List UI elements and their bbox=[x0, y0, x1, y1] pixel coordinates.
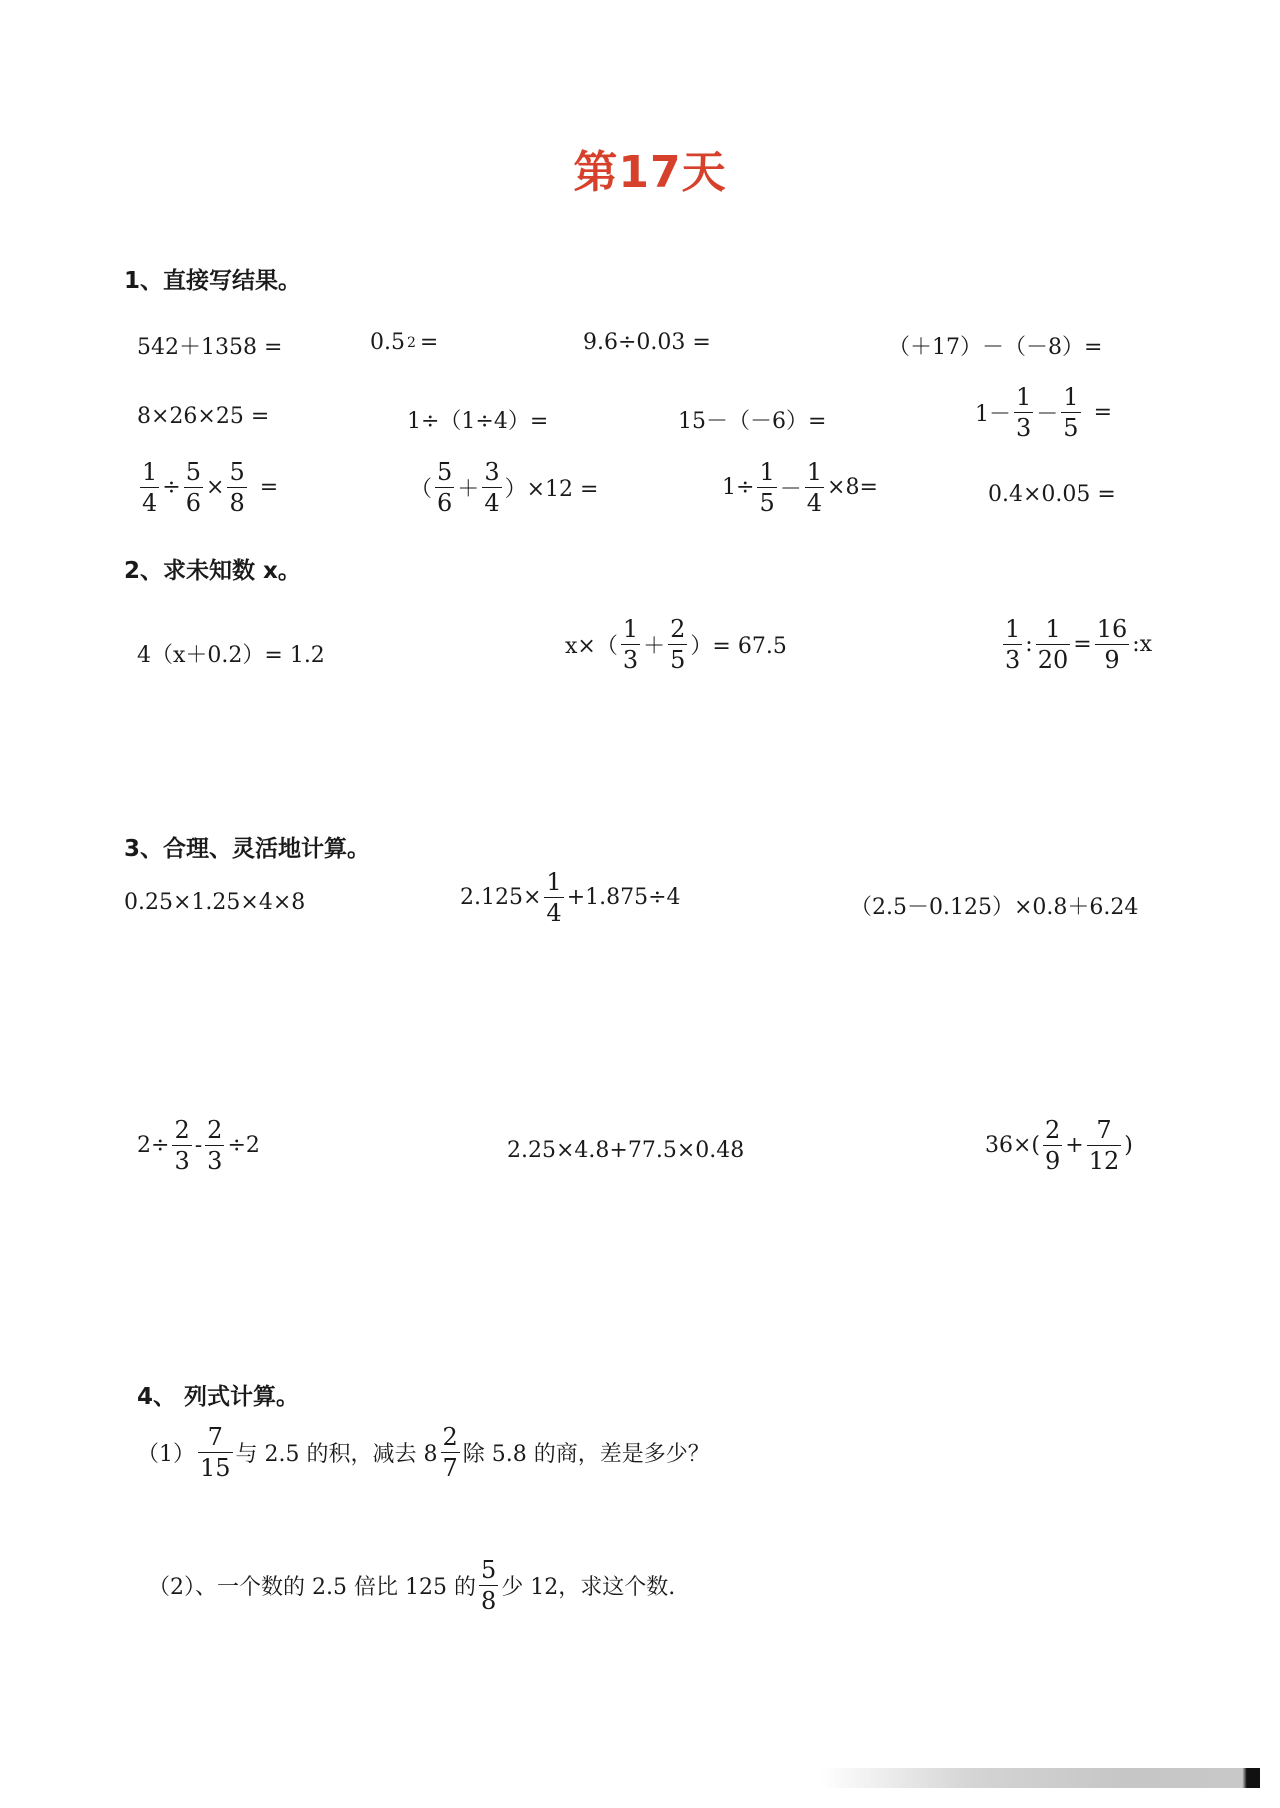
s3-expr-2: 2.125× $\frac{1}{4}$ +1.875÷4 bbox=[460, 868, 681, 927]
section-1-heading: 1、直接写结果。 bbox=[124, 268, 302, 294]
section-2-heading: 2、求未知数 x。 bbox=[124, 558, 301, 584]
s4-question-2: （2）、一个数的 2.5 倍比 125 的 $\frac{5}{8}$ 少 12，求这个数. bbox=[148, 1556, 676, 1615]
fraction: $\frac{1}{3}$ bbox=[622, 615, 639, 674]
s1-expr-2: 0.5 2 = bbox=[370, 330, 439, 355]
s1-expr-5: 8×26×25 = bbox=[137, 404, 270, 429]
fraction: $\frac{2}{3}$ bbox=[207, 1116, 223, 1175]
fraction: $\frac{7}{12}$ bbox=[1088, 1116, 1120, 1175]
s1-expr-10: （ $\frac{5}{6}$ ＋ $\frac{3}{4}$ ）×12 = bbox=[410, 458, 599, 517]
fraction: $\frac{5}{6}$ bbox=[185, 458, 201, 517]
fraction: $\frac{1}{20}$ bbox=[1037, 615, 1069, 674]
s4-question-1: （1） $\frac{7}{15}$ 与 2.5 的积，减去 8 $\frac{2}{7}$ 除 5.8 的商，差是多少？ bbox=[137, 1423, 710, 1482]
s2-expr-2: x×（ $\frac{1}{3}$ ＋ $\frac{2}{5}$ ）= 67.5 bbox=[565, 615, 787, 674]
s1-expr-6: 1÷（1÷4）= bbox=[407, 409, 549, 434]
s1-expr-1: 542＋1358 = bbox=[137, 335, 283, 360]
fraction: $\frac{1}{4}$ bbox=[142, 458, 158, 517]
fraction: $\frac{5}{8}$ bbox=[480, 1556, 497, 1615]
section-4-heading: 4、 列式计算。 bbox=[137, 1384, 300, 1410]
fraction: $\frac{2}{3}$ bbox=[174, 1116, 190, 1175]
fraction: $\frac{1}{4}$ bbox=[806, 458, 823, 517]
fraction: $\frac{2}{7}$ bbox=[442, 1423, 458, 1482]
fraction: $\frac{3}{4}$ bbox=[484, 458, 500, 517]
s1-expr-9: $\frac{1}{4}$ ÷ $\frac{5}{6}$ × $\frac{5}{8}$ = bbox=[142, 458, 279, 517]
page-title: 第17天 bbox=[573, 147, 727, 198]
s1-expr-12: 0.4×0.05 = bbox=[988, 482, 1116, 507]
section-3-heading: 3、合理、灵活地计算。 bbox=[124, 836, 371, 862]
fraction: $\frac{16}{9}$ bbox=[1096, 615, 1128, 674]
fraction: $\frac{5}{6}$ bbox=[437, 458, 453, 517]
s3-expr-4: 2÷ $\frac{2}{3}$ - $\frac{2}{3}$ ÷2 bbox=[137, 1116, 260, 1175]
fraction: $\frac{7}{15}$ bbox=[200, 1423, 231, 1482]
s1-expr-8: 1－ $\frac{1}{3}$ － $\frac{1}{5}$ = bbox=[975, 383, 1113, 442]
fraction: $\frac{2}{9}$ bbox=[1045, 1116, 1061, 1175]
s2-expr-1: 4（x＋0.2）= 1.2 bbox=[137, 643, 325, 668]
s3-expr-6: 36×( $\frac{2}{9}$ + $\frac{7}{12}$ ) bbox=[985, 1116, 1133, 1175]
s3-expr-3: （2.5－0.125）×0.8＋6.24 bbox=[850, 895, 1139, 920]
s1-expr-4: （＋17）－（－8）= bbox=[888, 335, 1103, 360]
fraction: $\frac{1}{3}$ bbox=[1016, 383, 1032, 442]
fraction: $\frac{2}{5}$ bbox=[670, 615, 686, 674]
fraction: $\frac{1}{4}$ bbox=[546, 868, 562, 927]
s2-expr-3: $\frac{1}{3}$ : $\frac{1}{20}$ = $\frac{16}{9}$ :x bbox=[1005, 615, 1153, 674]
scan-edge-bar bbox=[820, 1768, 1260, 1788]
s3-expr-5: 2.25×4.8+77.5×0.48 bbox=[507, 1138, 745, 1163]
s1-expr-3: 9.6÷0.03 = bbox=[583, 330, 711, 355]
s3-expr-1: 0.25×1.25×4×8 bbox=[124, 890, 306, 915]
fraction: $\frac{5}{8}$ bbox=[229, 458, 245, 517]
fraction: $\frac{1}{5}$ bbox=[759, 458, 775, 517]
fraction: $\frac{1}{3}$ bbox=[1005, 615, 1021, 674]
s1-expr-11: 1÷ $\frac{1}{5}$ － $\frac{1}{4}$ ×8= bbox=[722, 458, 878, 517]
fraction: $\frac{1}{5}$ bbox=[1063, 383, 1079, 442]
s1-expr-7: 15－（－6）= bbox=[678, 409, 827, 434]
